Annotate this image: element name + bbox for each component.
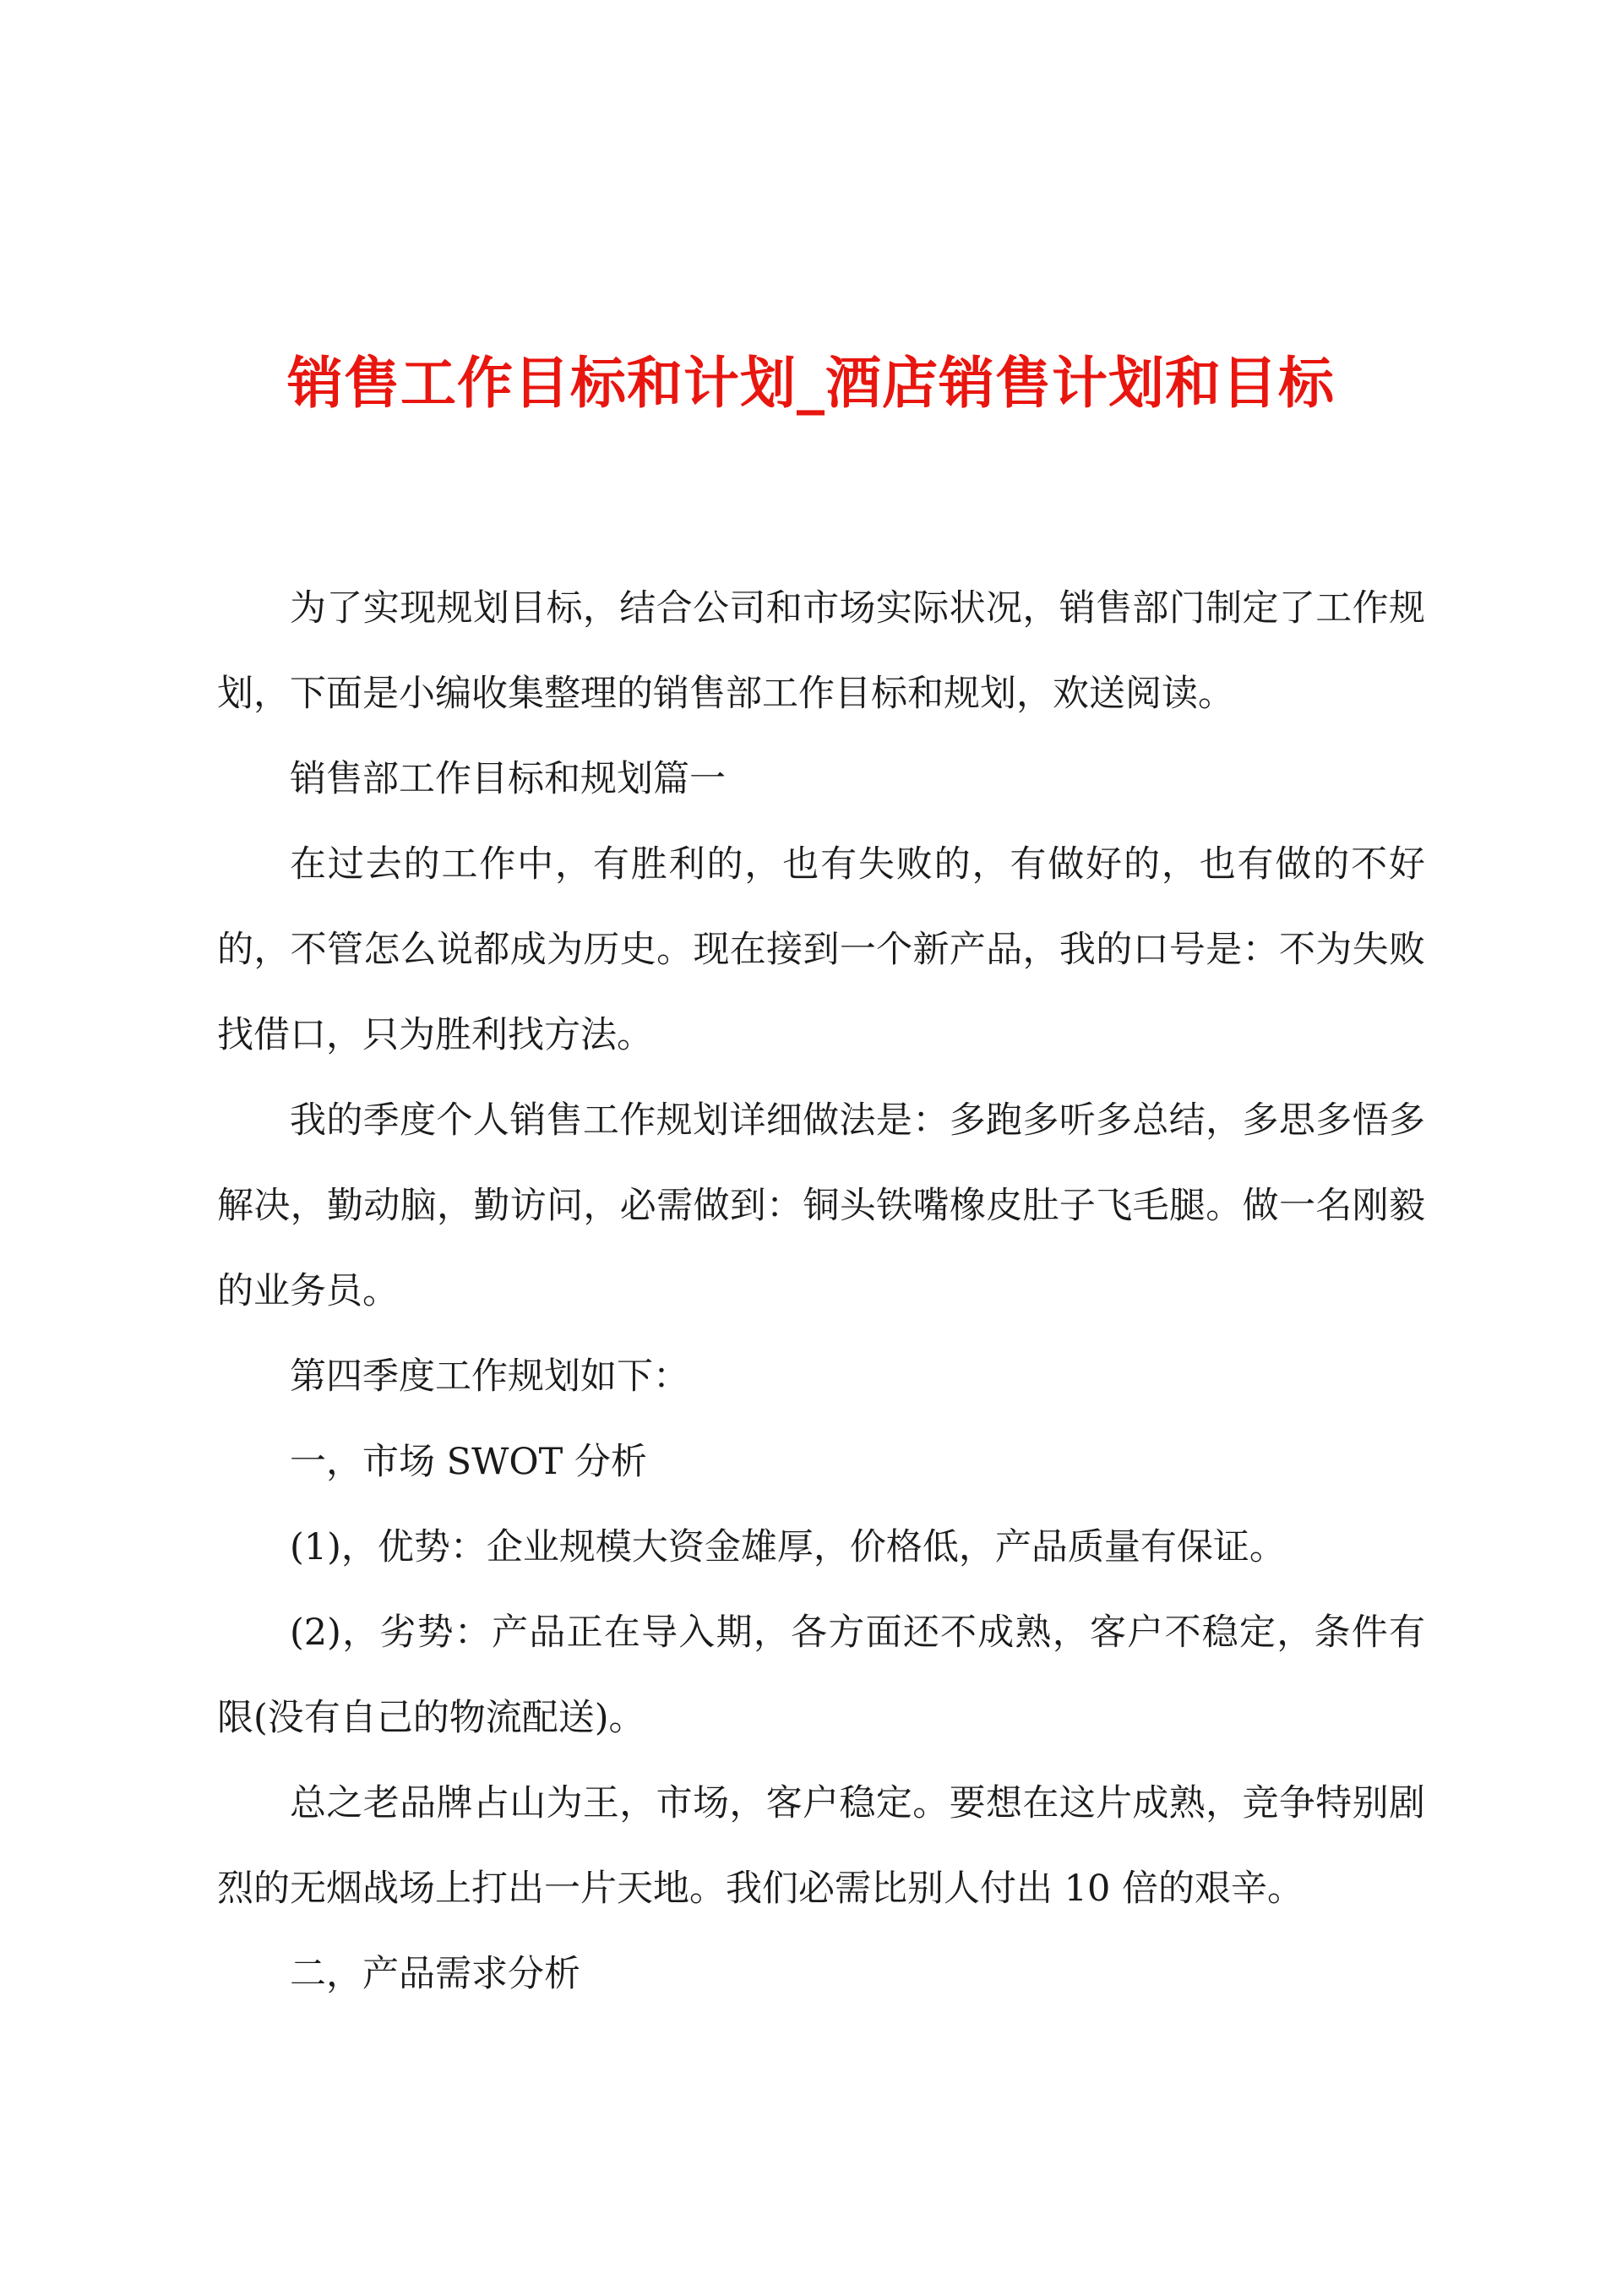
document-title: 销售工作目标和计划_酒店销售计划和目标 bbox=[287, 350, 1335, 416]
paragraph-past-work: 在过去的工作中，有胜利的，也有失败的，有做好的，也有做的不好的，不管怎么说都成为历史。现在接到一个新产品，我的口号是：不为失败找借口，只为胜利找方法。 bbox=[217, 843, 1425, 1056]
paragraph-q4-plan-intro: 第四季度工作规划如下： bbox=[290, 1355, 689, 1398]
paragraph-quarter-plan: 我的季度个人销售工作规划详细做法是：多跑多听多总结，多思多悟多解决，勤动脑，勤访问，必需做到：铜头铁嘴橡皮肚子飞毛腿。做一名刚毅的业务员。 bbox=[217, 1099, 1425, 1312]
list-item-weaknesses: (2)，劣势：产品正在导入期，各方面还不成熟，客户不稳定，条件有限(没有自己的物流配送)。 bbox=[217, 1612, 1425, 1739]
list-item-strengths: (1)，优势：企业规模大资金雄厚，价格低，产品质量有保证。 bbox=[290, 1526, 1286, 1568]
paragraph-intro: 为了实现规划目标，结合公司和市场实际状况，销售部门制定了工作规划，下面是小编收集整理的销售部工作目标和规划，欢送阅读。 bbox=[217, 587, 1425, 715]
section-heading-swot: 一，市场 SWOT 分析 bbox=[290, 1441, 647, 1483]
section-heading-part-one: 销售部工作目标和规划篇一 bbox=[290, 758, 726, 800]
document-body bbox=[217, 566, 1425, 2017]
paragraph-summary: 总之老品牌占山为王，市场，客户稳定。要想在这片成熟，竞争特别剧烈的无烟战场上打出一片天地。我们必需比别人付出 10 倍的艰辛。 bbox=[217, 1782, 1425, 1910]
section-heading-demand: 二，产品需求分析 bbox=[290, 1953, 580, 1995]
